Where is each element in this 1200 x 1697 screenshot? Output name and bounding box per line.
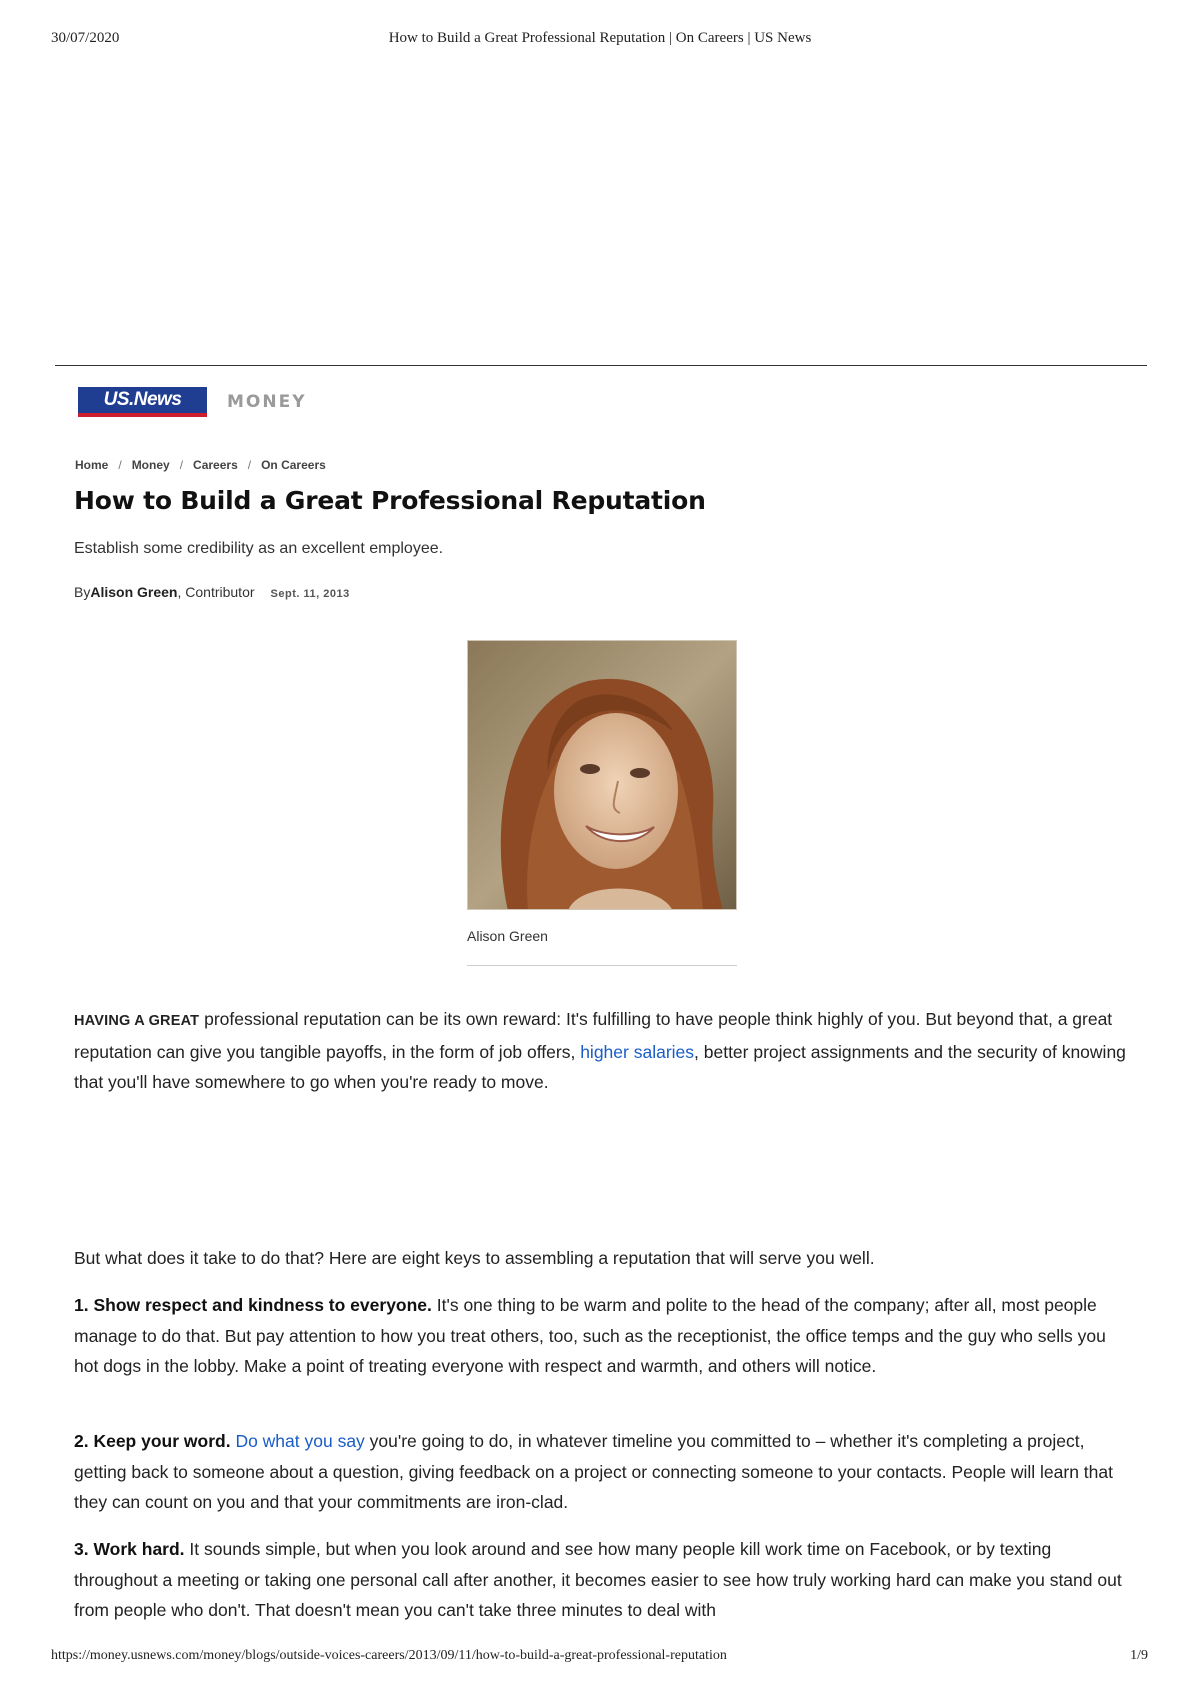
print-page-title: How to Build a Great Professional Reputation | On Careers | US News (388, 30, 812, 46)
breadcrumb-separator: / (118, 458, 122, 472)
breadcrumb-separator: / (247, 458, 252, 472)
higher-salaries-link[interactable]: higher salaries (580, 1041, 695, 1062)
item-heading: 3. Work hard. (74, 1539, 185, 1559)
breadcrumb-home[interactable]: Home (75, 458, 109, 472)
article-paragraph-intro (74, 1004, 1134, 1098)
author-link[interactable]: Alison Green (90, 584, 178, 600)
paragraph-text: , better project assignments and the security of knowing that you'll have somewhere to go when you're ready to move. (74, 1041, 1126, 1092)
item-heading: 1. Show respect and kindness to everyone. (74, 1295, 432, 1315)
article-item-1 (74, 1290, 1134, 1382)
breadcrumb-money[interactable]: Money (131, 458, 170, 472)
masthead (78, 386, 307, 418)
item-text: It's one thing to be warm and polite to the head of the company; after all, most people manage to do that. But pay attention to how you treat others, too, such as the receptionist, the office temps and the guy who sells you hot dogs in the lobby. Make a point of treating everyone with respect and warmth, and others will notice. (74, 1295, 1106, 1376)
print-header (0, 30, 1200, 52)
image-caption: Alison Green (467, 928, 548, 944)
item-text: you're going to do, in whatever timeline you committed to – whether it's completing a project, getting back to someone about a question, giving feedback on a project or connecting someone to your contacts. People will learn that they can count on you and that your commitments are iron-clad. (74, 1431, 1113, 1512)
top-divider (55, 365, 1147, 366)
breadcrumb (75, 458, 326, 472)
lead-in-text: HAVING A GREAT (74, 1013, 200, 1029)
byline (74, 584, 350, 600)
print-footer (0, 1648, 1200, 1670)
publish-date: Sept. 11, 2013 (270, 588, 350, 600)
article-paragraph-keys (74, 1243, 1134, 1274)
byline-prefix: By (74, 584, 91, 600)
print-date: 30/07/2020 (51, 30, 120, 46)
author-photo (467, 640, 737, 910)
print-page-number: 1/9 (1130, 1648, 1148, 1663)
author-photo-illustration (468, 641, 737, 910)
article-dek: Establish some credibility as an excellent employee. (74, 540, 444, 557)
section-label[interactable]: MONEY (227, 392, 307, 412)
breadcrumb-careers[interactable]: Careers (193, 458, 238, 472)
paragraph-text: But what does it take to do that? Here are eight keys to assembling a reputation that will serve you well. (74, 1248, 875, 1268)
breadcrumb-on-careers[interactable]: On Careers (261, 458, 326, 472)
author-role: , Contributor (177, 584, 255, 600)
paragraph-text: professional reputation can be its own reward: It's fulfilling to have people think highly of you. But beyond that, a great reputation can give you tangible payoffs, in the form of job offers, (74, 1009, 1113, 1062)
caption-divider (467, 965, 737, 966)
article-item-3 (74, 1534, 1134, 1626)
usnews-logo[interactable] (78, 387, 207, 417)
item-text: It sounds simple, but when you look around and see how many people kill work time on Facebook, or by texting throughout a meeting or taking one personal call after another, it becomes easier to see how truly working hard can make you stand out from people who don't. That doesn't mean you can't take three minutes to deal with (74, 1539, 1122, 1620)
print-url: https://money.usnews.com/money/blogs/outside-voices-careers/2013/09/11/how-to-build-a-great-professional-reputation (51, 1648, 727, 1663)
item-heading: 2. Keep your word. (74, 1431, 231, 1451)
article-item-2 (74, 1426, 1134, 1518)
do-what-you-say-link[interactable]: Do what you say (235, 1431, 365, 1451)
logo-text: US.News (103, 389, 182, 410)
article-headline: How to Build a Great Professional Reputation (74, 486, 706, 515)
breadcrumb-separator: / (179, 458, 184, 472)
